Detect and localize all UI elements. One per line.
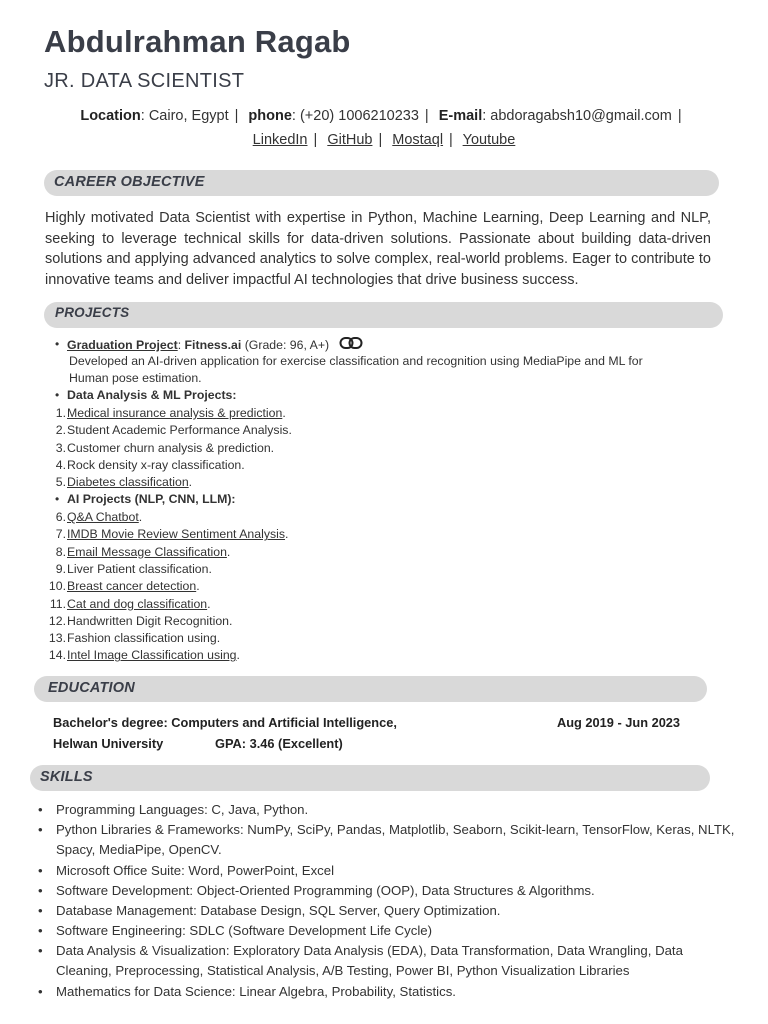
project-title: Student Academic Performance Analysis. [67,423,292,438]
item-suffix: . [236,648,240,663]
item-text [67,613,232,630]
phone-value: : (+20) 1006210233 [291,108,419,124]
item-number: 13. [48,631,66,646]
career-objective-heading: CAREER OBJECTIVE [54,174,205,190]
degree: Bachelor's degree: Computers and Artificial Intelligence, [53,715,397,730]
project-link[interactable]: Breast cancer detection [67,579,197,594]
bullet: • [55,492,60,506]
bullet: • [38,983,43,999]
item-text [67,422,292,439]
skills-heading: SKILLS [40,769,93,785]
item-suffix: . [196,579,200,594]
project-link[interactable]: Cat and dog classification [67,596,208,611]
item-text [67,526,288,543]
item-text [67,630,220,647]
separator: | [677,108,682,124]
item-number: 11. [49,596,66,611]
group-title: Data Analysis & ML Projects: [67,388,237,402]
item-text [67,440,274,457]
item-text [67,578,200,595]
contact-line [0,108,768,124]
separator: | [313,132,318,148]
projects-heading: PROJECTS [55,305,130,320]
skill-item: Microsoft Office Suite: Word, PowerPoint, Excel [56,862,335,878]
location-value: : Cairo, Egypt [140,108,229,124]
item-suffix: . [138,510,143,524]
skill-item: Software Engineering: SDLC (Software Development Life Cycle) [56,923,433,939]
item-text [67,544,230,561]
email-value: : abdoragabsh10@gmail.com [482,108,672,124]
skill-item: Python Libraries & Frameworks: NumPy, SciPy, Pandas, Matplotlib, Seaborn, Scikit-learn, TensorFlow, Keras, NLTK, Spacy, MediaPipe, OpenCV. [56,822,735,858]
bullet: • [38,802,43,817]
item-text [67,509,142,526]
separator: | [378,132,383,148]
project-link[interactable]: Email Message Classification [67,544,227,559]
project-title: Liver Patient classification. [67,561,212,576]
graduation-desc-text: Developed an AI-driven application for exercise classification and recognition using MediaPipe and ML for [69,354,643,368]
skill-item: Software Development: Object-Oriented Programming (OOP), Data Structures & Algorithms. [56,882,595,898]
phone-label: phone [248,108,292,124]
item-number: 4. [55,457,66,472]
bullet: • [38,903,43,918]
linkedin-link[interactable]: LinkedIn [252,132,308,148]
item-number: 7. [55,527,66,542]
university: Helwan University [53,736,164,751]
project-title: Fashion classification using. [67,631,221,646]
item-text [67,457,245,474]
item-number: 2. [55,423,66,438]
group-title: AI Projects (NLP, CNN, LLM): [67,492,236,506]
candidate-name: Abdulrahman Ragab [44,24,351,59]
item-number: 10. [48,579,66,594]
bullet: • [38,822,43,838]
item-text [67,405,286,422]
graduation-project-item [0,336,768,353]
bullet: • [38,943,43,959]
gpa: GPA: 3.46 (Excellent) [215,736,343,751]
project-title: Handwritten Digit Recognition. [67,613,233,628]
separator: | [424,108,429,124]
separator: | [234,108,239,124]
project-link[interactable]: Medical insurance analysis & prediction [67,406,283,420]
item-number: 5. [55,475,66,490]
skills-bar [30,765,710,791]
bullet: • [55,337,60,351]
item-number: 12. [48,613,66,628]
graduation-separator: : [177,337,185,352]
item-suffix: . [226,544,231,559]
item-number: 6. [55,510,66,524]
graduation-grade: (Grade: 96, A+) [241,337,330,352]
skill-item: Database Management: Database Design, SQL Server, Query Optimization. [56,903,501,918]
item-number: 14. [48,648,66,663]
item-suffix: . [188,475,193,490]
youtube-link[interactable]: Youtube [462,132,516,148]
project-title: Rock density x-ray classification. [67,457,245,472]
bullet: • [38,862,43,878]
item-number: 9. [55,561,66,576]
item-suffix: . [285,527,289,542]
graduation-project-label[interactable]: Graduation Project [67,337,178,352]
skill-item: Programming Languages: C, Java, Python. [56,802,309,817]
item-text [67,561,212,578]
links-line [0,132,768,148]
item-suffix: . [207,596,211,611]
item-text [67,596,211,613]
skill-item: Data Analysis & Visualization: Exploratory Data Analysis (EDA), Data Transformation, Data Wrangling, Data Cleaning, Preprocessing, Statistical Analysis, A/B Testing, Power BI, Python Visualization Libraries [56,943,683,979]
item-suffix: . [282,406,286,420]
career-objective-text: Highly motivated Data Scientist with expertise in Python, Machine Learning, Deep Learning and NLP, seeking to leverage technical skills for data-driven solutions. Passionate about building data-driven solutions and applying advanced analytics to solve complex, real-world problems. Eager to contribute to innovative teams and deliver impactful AI technologies that drive business success. [45,210,711,288]
github-link[interactable]: GitHub [327,132,373,148]
project-link[interactable]: Q&A Chatbot [67,510,139,524]
project-title: Customer churn analysis & prediction. [67,440,275,455]
education-heading: EDUCATION [48,680,135,696]
graduation-project-name: Fitness.ai [184,337,242,352]
location-label: Location [80,108,141,124]
item-text [67,647,240,664]
education-dates: Aug 2019 - Jun 2023 [557,715,681,730]
bullet: • [38,882,43,898]
project-link[interactable]: Diabetes classification [67,475,189,490]
email-label: E-mail [438,108,483,124]
bullet: • [38,923,43,939]
mostaql-link[interactable]: Mostaql [392,132,444,148]
item-text [67,474,192,491]
projects-bar [44,302,723,328]
job-title: JR. DATA SCIENTIST [44,70,245,92]
item-number: 1. [55,406,66,420]
skill-item: Mathematics for Data Science: Linear Algebra, Probability, Statistics. [56,983,456,999]
item-number: 3. [55,440,66,455]
separator: | [449,132,453,148]
project-link[interactable]: IMDB Movie Review Sentiment Analysis [67,527,286,542]
graduation-desc-text: Human pose estimation. [69,371,202,385]
item-number: 8. [55,544,66,559]
bullet: • [55,388,60,402]
project-link[interactable]: Intel Image Classification using [67,648,237,663]
